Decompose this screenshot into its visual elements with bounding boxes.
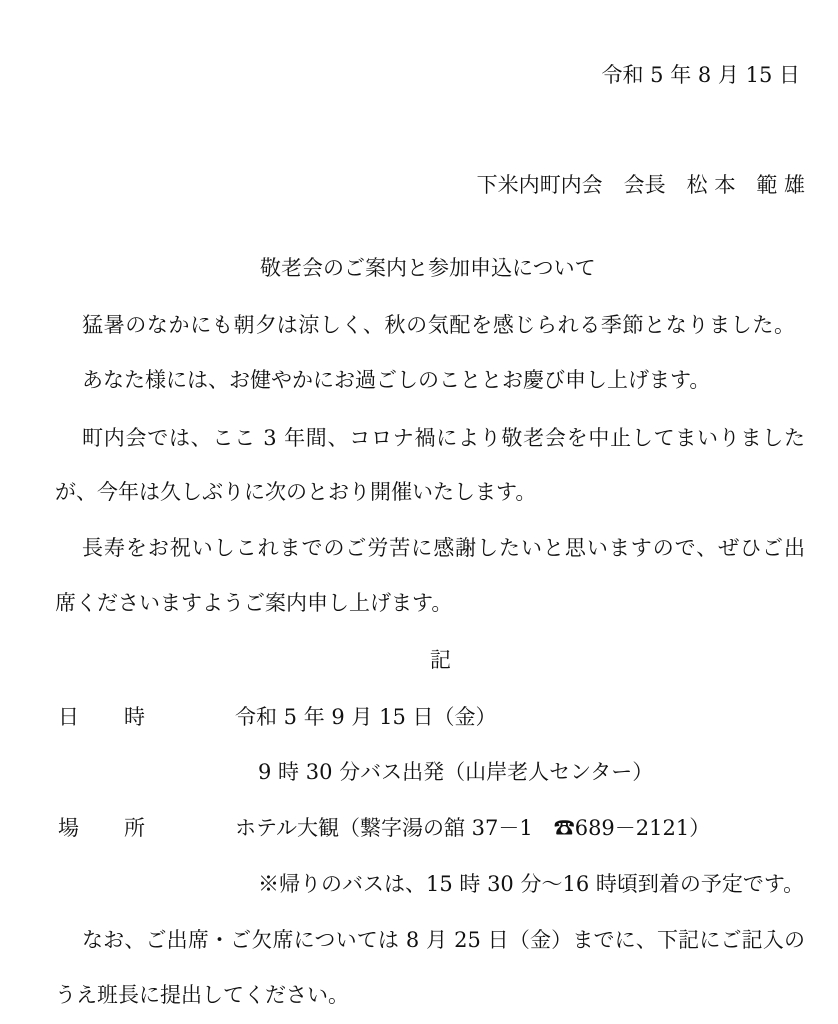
body-line-5: 長寿をお祝いしこれまでのご労苦に感謝したいと思いますので、ぜひご出: [82, 536, 805, 560]
place-value: ホテル大観（繋字湯の舘 37－1 ☎689－2121）: [235, 816, 711, 840]
closing-line-2: うえ班長に提出してください。: [55, 983, 349, 1007]
datetime-value: 令和 5 年 9 月 15 日（金）: [235, 705, 497, 729]
datetime-label: 日 時: [58, 705, 146, 729]
body-line-3: 町内会では、ここ 3 年間、コロナ禍により敬老会を中止してまいりました: [82, 426, 805, 450]
place-note: ※帰りのバスは、15 時 30 分～16 時頃到着の予定です。: [258, 872, 805, 896]
body-line-6: 席くださいますようご案内申し上げます。: [55, 591, 453, 615]
body-line-1: 猛暑のなかにも朝夕は涼しく、秋の気配を感じられる季節となりました。: [82, 313, 795, 337]
document-date: 令和 5 年 8 月 15 日: [601, 63, 800, 87]
sender-name: 下米内町内会 会長 松 本 範 雄: [476, 173, 805, 197]
ki-heading: 記: [430, 648, 451, 672]
body-line-2: あなた様には、お健やかにお過ごしのこととお慶び申し上げます。: [82, 368, 711, 392]
closing-line-1: なお、ご出席・ご欠席については 8 月 25 日（金）までに、下記にご記入の: [82, 928, 805, 952]
place-label: 場 所: [58, 816, 146, 840]
document-title: 敬老会のご案内と参加申込について: [260, 256, 596, 280]
body-line-4: が、今年は久しぶりに次のとおり開催いたします。: [55, 480, 537, 504]
datetime-note: 9 時 30 分バス出発（山岸老人センター）: [258, 760, 654, 784]
